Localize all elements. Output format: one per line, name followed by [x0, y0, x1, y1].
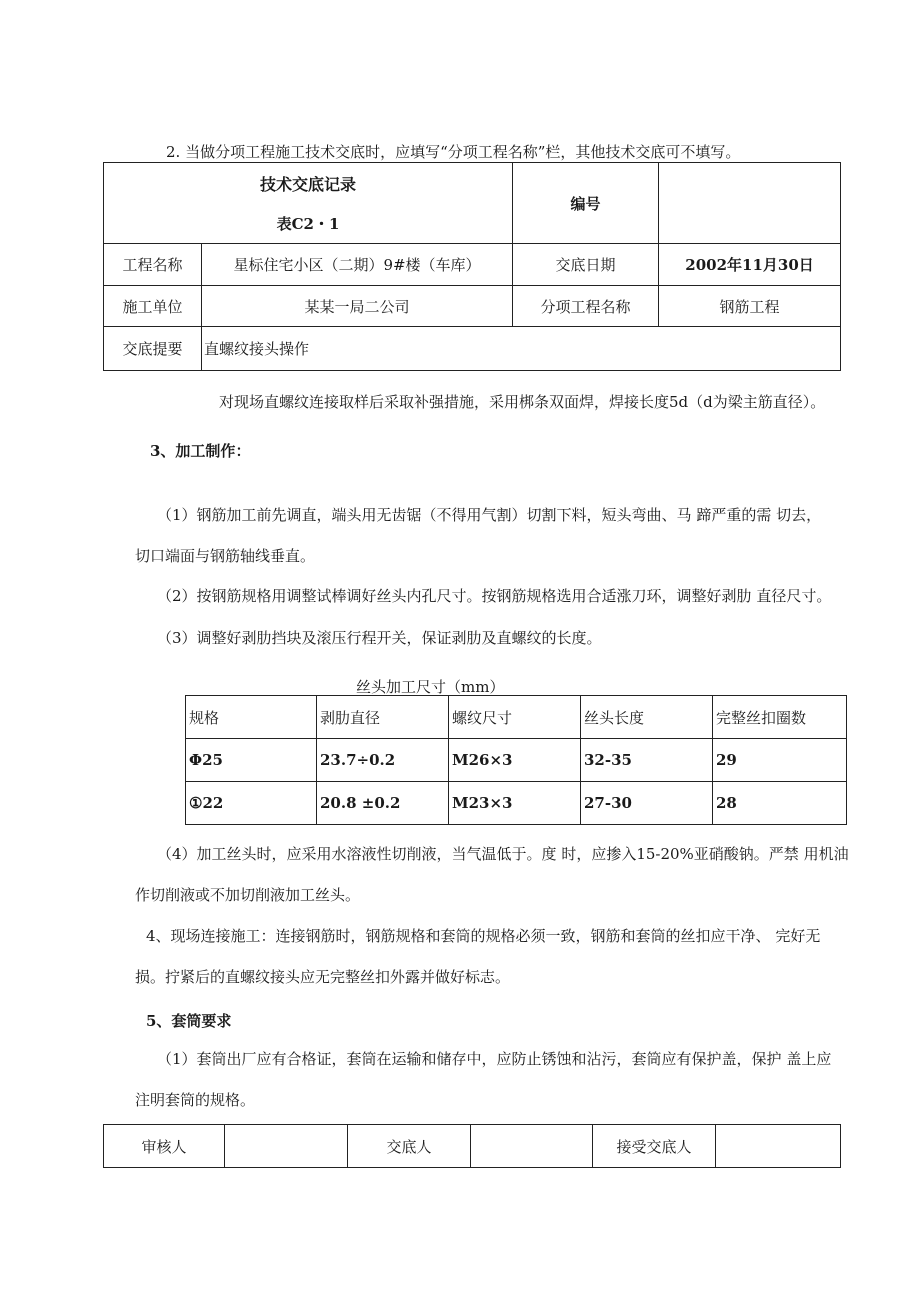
item-3: （3）调整好剥肋挡块及滚压行程开关，保证剥肋及直螺纹的长度。 — [157, 629, 602, 647]
signature-table — [103, 1124, 841, 1168]
spec-cell: 29 — [713, 739, 847, 782]
receiver-value — [716, 1125, 841, 1168]
section-4-line-1: 4、现场连接施工：连接钢筋时，钢筋规格和套筒的规格必须一致，钢筋和套筒的丝扣应干净、 完好无 — [146, 927, 821, 945]
summary-label: 交底提要 — [104, 327, 202, 371]
item-1-line-1: （1）钢筋加工前先调直，端头用无齿锯（不得用气割）切割下料，短头弯曲、马 蹄严重的需 切去， — [157, 506, 822, 524]
spec-cell: ①22 — [186, 782, 317, 825]
item-1-line-2: 切口端面与钢筋轴线垂直。 — [135, 547, 316, 565]
form-title: 技术交底记录 — [260, 175, 357, 194]
summary-value: 直螺纹接头操作 — [202, 327, 841, 371]
reviewer-label: 审核人 — [104, 1125, 225, 1168]
spec-header-cell: 剥肋直径 — [317, 696, 449, 739]
spec-cell: M26×3 — [449, 739, 581, 782]
spec-cell: M23×3 — [449, 782, 581, 825]
header-title-cell — [104, 163, 513, 244]
spec-table — [185, 695, 847, 825]
form-number: 表C2・1 — [276, 215, 340, 233]
item-4-line-1: （4）加工丝头时，应采用水溶液性切削液，当气温低于。度 时，应掺入15-20%亚硝酸钠。严禁 用机油 — [157, 845, 849, 863]
section-4-line-2: 损。拧紧后的直螺纹接头应无完整丝扣外露并做好标志。 — [135, 968, 511, 986]
spec-row — [186, 782, 847, 825]
section-5-heading: 5、套筒要求 — [146, 1012, 232, 1030]
spec-cell: 28 — [713, 782, 847, 825]
spec-header-cell: 完整丝扣圈数 — [713, 696, 847, 739]
date-label: 交底日期 — [513, 244, 659, 286]
spec-row — [186, 739, 847, 782]
subproject-label: 分项工程名称 — [513, 286, 659, 327]
spec-header-row — [186, 696, 847, 739]
reviewer-value — [225, 1125, 348, 1168]
spec-cell: Φ25 — [186, 739, 317, 782]
spec-header-cell: 规格 — [186, 696, 317, 739]
number-value — [659, 163, 841, 244]
subproject-value: 钢筋工程 — [659, 286, 841, 327]
paragraph-reinforcement: 对现场直螺纹连接取样后采取补强措施，采用梆条双面焊，焊接长度5d（d为梁主筋直径）。 — [219, 393, 826, 411]
unit-value: 某某一局二公司 — [202, 286, 513, 327]
spec-cell: 23.7÷0.2 — [317, 739, 449, 782]
section-5-item-1-line-1: （1）套筒出厂应有合格证，套筒在运输和储存中，应防止锈蚀和沾污，套筒应有保护盖，保护 盖上应 — [157, 1050, 832, 1068]
number-label: 编号 — [513, 163, 659, 244]
spec-cell: 27-30 — [581, 782, 713, 825]
spec-header-cell: 螺纹尺寸 — [449, 696, 581, 739]
spec-table-caption: 丝头加工尺寸（mm） — [356, 678, 505, 696]
section-5-item-1-line-2: 注明套筒的规格。 — [135, 1091, 256, 1109]
item-4-line-2: 作切削液或不加切削液加工丝头。 — [135, 886, 361, 904]
project-name-label: 工程名称 — [104, 244, 202, 286]
section-3-heading: 3、加工制作： — [150, 442, 251, 460]
discloser-value — [471, 1125, 593, 1168]
spec-cell: 20.8 ±0.2 — [317, 782, 449, 825]
item-2: （2）按钢筋规格用调整试棒调好丝头内孔尺寸。按钢筋规格选用合适涨刀环，调整好剥肋 直径尺寸。 — [157, 587, 832, 605]
date-value: 2002年11月30日 — [659, 244, 841, 286]
unit-label: 施工单位 — [104, 286, 202, 327]
discloser-label: 交底人 — [348, 1125, 471, 1168]
project-name-value: 星标住宅小区（二期）9#楼（车库） — [202, 244, 513, 286]
header-table — [103, 162, 841, 371]
receiver-label: 接受交底人 — [593, 1125, 716, 1168]
spec-cell: 32-35 — [581, 739, 713, 782]
spec-header-cell: 丝头长度 — [581, 696, 713, 739]
note-line: 2. 当做分项工程施工技术交底时，应填写“分项工程名称”栏，其他技术交底可不填写。 — [166, 143, 741, 161]
